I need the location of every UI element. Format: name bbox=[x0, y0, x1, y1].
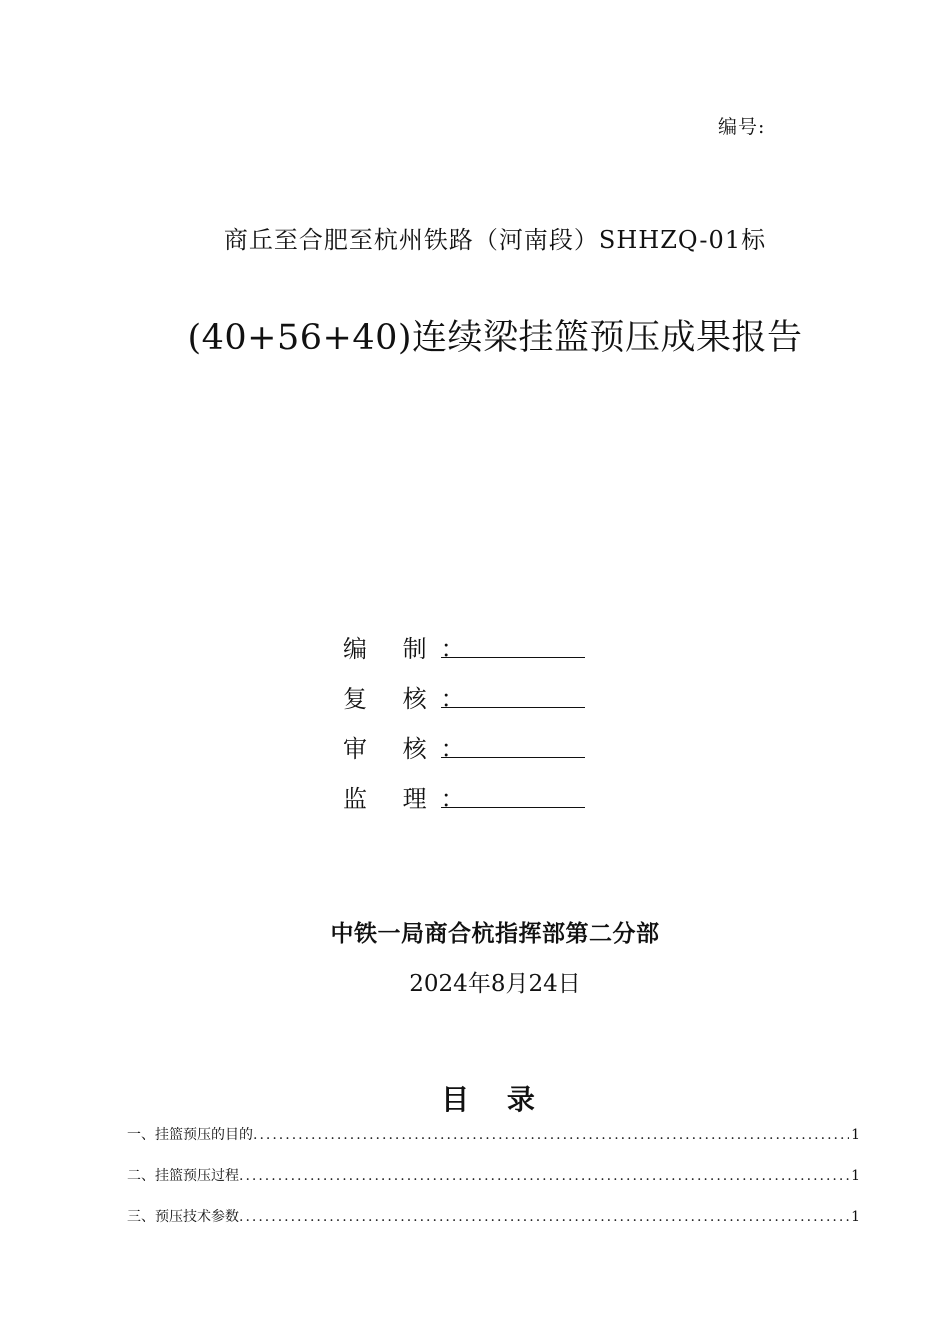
toc-title: 目 录 bbox=[441, 1083, 549, 1116]
toc-entry-text: 二、挂篮预压过程 bbox=[127, 1168, 239, 1184]
toc-leader-dots bbox=[253, 1127, 849, 1143]
toc-leader-dots bbox=[239, 1168, 849, 1184]
signature-row-compiler bbox=[343, 614, 585, 664]
toc-entry[interactable] bbox=[127, 1206, 860, 1247]
signature-label: 监 理： bbox=[343, 785, 479, 813]
signature-label: 编 制： bbox=[343, 635, 479, 663]
toc-page-number: 1 bbox=[851, 1127, 860, 1143]
toc-page-number: 1 bbox=[851, 1168, 860, 1184]
signature-label: 复 核： bbox=[343, 685, 479, 713]
signature-row-approver bbox=[343, 714, 585, 764]
organization-name: 中铁一局商合杭指挥部第二分部 bbox=[330, 920, 660, 947]
signature-label: 审 核： bbox=[343, 735, 479, 763]
table-of-contents bbox=[127, 1124, 860, 1247]
signature-line bbox=[441, 731, 585, 758]
project-line: 商丘至合肥至杭州铁路（河南段）SHHZQ-01标 bbox=[223, 226, 767, 254]
toc-entry-text: 三、预压技术参数 bbox=[127, 1209, 239, 1225]
report-title: (40+56+40)连续梁挂篮预压成果报告 bbox=[187, 318, 803, 358]
toc-page-number: 1 bbox=[851, 1209, 860, 1225]
signature-row-reviewer bbox=[343, 664, 585, 714]
serial-number-label: 编号: bbox=[718, 116, 766, 138]
signature-block bbox=[343, 614, 585, 814]
signature-line bbox=[441, 781, 585, 808]
signature-line bbox=[441, 681, 585, 708]
toc-entry-text: 一、挂篮预压的目的 bbox=[127, 1127, 253, 1143]
toc-entry[interactable] bbox=[127, 1124, 860, 1165]
toc-entry[interactable] bbox=[127, 1165, 860, 1206]
report-date: 2024年8月24日 bbox=[409, 971, 581, 997]
signature-line bbox=[441, 631, 585, 658]
signature-row-supervisor bbox=[343, 764, 585, 814]
toc-leader-dots bbox=[239, 1209, 849, 1225]
